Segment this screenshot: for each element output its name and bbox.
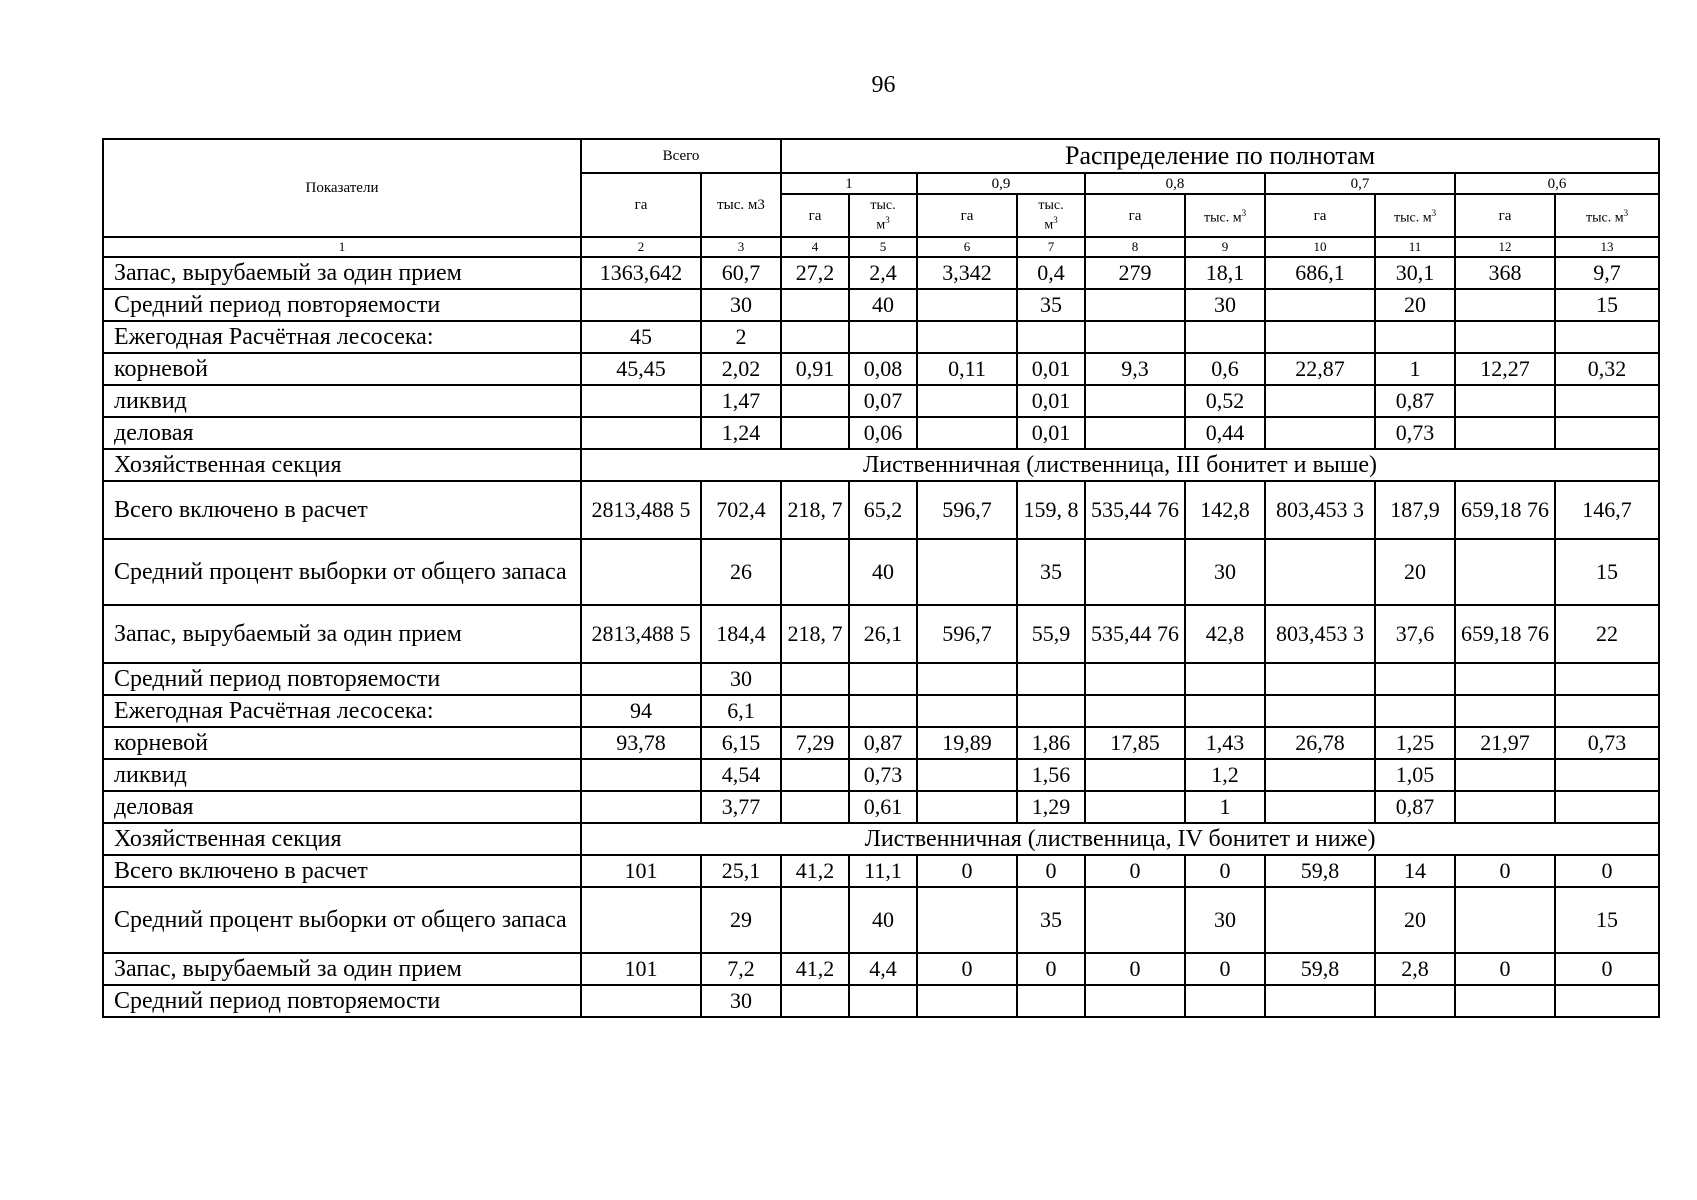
table-cell: 803,453 3 (1265, 481, 1375, 539)
table-cell (1455, 539, 1555, 605)
table-cell (1185, 663, 1265, 695)
table-cell (1265, 791, 1375, 823)
table-cell (581, 289, 701, 321)
header-density-09: 0,9 (917, 173, 1085, 194)
table-cell: 1 (1375, 353, 1455, 385)
table-cell: 0,06 (849, 417, 917, 449)
header-row-1 (103, 139, 1659, 173)
table-cell (1085, 539, 1185, 605)
table-cell: 22 (1555, 605, 1659, 663)
table-cell: 1,43 (1185, 727, 1265, 759)
col-number: 13 (1555, 237, 1659, 257)
table-cell (917, 539, 1017, 605)
table-cell (1085, 663, 1185, 695)
table-cell: 37,6 (1375, 605, 1455, 663)
table-cell (1555, 759, 1659, 791)
table-cell (1265, 985, 1375, 1017)
table-cell: 101 (581, 953, 701, 985)
col-number: 1 (103, 237, 581, 257)
table-cell: 40 (849, 289, 917, 321)
table-row (103, 481, 1659, 539)
table-cell (1017, 985, 1085, 1017)
table-cell: 93,78 (581, 727, 701, 759)
row-label: корневой (103, 353, 581, 385)
table-cell (917, 289, 1017, 321)
table-cell: 368 (1455, 257, 1555, 289)
table-cell (1455, 321, 1555, 353)
header-ha-08: га (1085, 194, 1185, 237)
table-cell: 0 (917, 855, 1017, 887)
table-row (103, 695, 1659, 727)
section-value: Лиственничная (лиственница, III бонитет и выше) (581, 449, 1659, 481)
table-cell (1555, 417, 1659, 449)
table-cell (581, 985, 701, 1017)
table-cell: 0,52 (1185, 385, 1265, 417)
table-cell: 596,7 (917, 605, 1017, 663)
header-ha-06: га (1455, 194, 1555, 237)
table-cell (581, 539, 701, 605)
table-cell (1455, 289, 1555, 321)
header-m3-07: тыс. $м^3$ (1375, 194, 1455, 237)
table-cell: 0,08 (849, 353, 917, 385)
table-cell: 41,2 (781, 855, 849, 887)
row-label: Запас, вырубаемый за один прием (103, 257, 581, 289)
row-label: Ежегодная Расчётная лесосека: (103, 321, 581, 353)
col-number: 11 (1375, 237, 1455, 257)
table-row (103, 321, 1659, 353)
table-cell: 3,342 (917, 257, 1017, 289)
table-row (103, 605, 1659, 663)
table-cell (849, 695, 917, 727)
table-cell: 20 (1375, 887, 1455, 953)
row-label: Запас, вырубаемый за один прием (103, 605, 581, 663)
table-cell: 30 (1185, 887, 1265, 953)
table-cell: 3,77 (701, 791, 781, 823)
header-m3-09: тыс. $м^3$ (1017, 194, 1085, 237)
table-cell: 0,73 (849, 759, 917, 791)
table-cell: 0 (1017, 855, 1085, 887)
table-cell: 2813,488 5 (581, 605, 701, 663)
page-number: 96 (871, 72, 896, 98)
table-row (103, 887, 1659, 953)
table-cell: 30 (1185, 289, 1265, 321)
table-cell: 0,87 (1375, 385, 1455, 417)
table-cell: 15 (1555, 539, 1659, 605)
table-cell (781, 417, 849, 449)
table-cell: 40 (849, 887, 917, 953)
table-cell: 0 (1085, 953, 1185, 985)
forest-table (102, 138, 1660, 1018)
table-cell: 6,1 (701, 695, 781, 727)
table-cell: 20 (1375, 539, 1455, 605)
row-label: Средний период повторяемости (103, 985, 581, 1017)
table-cell: 18,1 (1185, 257, 1265, 289)
table-cell: 0,01 (1017, 417, 1085, 449)
table-cell: 0,32 (1555, 353, 1659, 385)
row-label: Хозяйственная секция (103, 823, 581, 855)
table-cell: 21,97 (1455, 727, 1555, 759)
table-cell: 0,44 (1185, 417, 1265, 449)
table-cell: 35 (1017, 887, 1085, 953)
table-cell: 0,87 (1375, 791, 1455, 823)
table-cell (781, 663, 849, 695)
table-cell: 0,01 (1017, 353, 1085, 385)
table-cell (1455, 663, 1555, 695)
table-cell: 1,24 (701, 417, 781, 449)
table-cell (1085, 289, 1185, 321)
table-cell (1017, 663, 1085, 695)
table-cell (1375, 985, 1455, 1017)
table-cell: 94 (581, 695, 701, 727)
table-row (103, 289, 1659, 321)
table-cell (1265, 417, 1375, 449)
header-total-m3: тыс. м3 (701, 173, 781, 237)
table-cell: 0 (1185, 855, 1265, 887)
table-row (103, 759, 1659, 791)
table-cell: 41,2 (781, 953, 849, 985)
row-label: ликвид (103, 385, 581, 417)
table-cell (1265, 759, 1375, 791)
header-total-ha: га (581, 173, 701, 237)
col-number: 2 (581, 237, 701, 257)
table-cell (849, 985, 917, 1017)
table-cell (1455, 985, 1555, 1017)
table-cell (1085, 887, 1185, 953)
table-cell (1375, 663, 1455, 695)
table-cell: 12,27 (1455, 353, 1555, 385)
row-label: Ежегодная Расчётная лесосека: (103, 695, 581, 727)
row-label: Запас, вырубаемый за один прием (103, 953, 581, 985)
table-cell: 1,86 (1017, 727, 1085, 759)
table-cell: 30 (701, 289, 781, 321)
table-cell (781, 887, 849, 953)
table-cell: 45 (581, 321, 701, 353)
section-row (103, 823, 1659, 855)
table-cell (1265, 539, 1375, 605)
table-cell: 0 (1455, 953, 1555, 985)
table-row (103, 727, 1659, 759)
table-cell: 30 (1185, 539, 1265, 605)
table-cell: 0,4 (1017, 257, 1085, 289)
table-cell: 60,7 (701, 257, 781, 289)
table-cell: 0 (1555, 855, 1659, 887)
table-cell: 0 (1555, 953, 1659, 985)
table-cell (1555, 695, 1659, 727)
table-cell: 6,15 (701, 727, 781, 759)
table-cell: 25,1 (701, 855, 781, 887)
table-cell: 0,07 (849, 385, 917, 417)
table-cell (781, 289, 849, 321)
table-cell: 26,1 (849, 605, 917, 663)
table-cell (917, 663, 1017, 695)
table-cell: 42,8 (1185, 605, 1265, 663)
table-cell (1375, 321, 1455, 353)
table-cell: 0 (1185, 953, 1265, 985)
table-cell (1265, 385, 1375, 417)
table-cell: 1,47 (701, 385, 781, 417)
table-cell (781, 321, 849, 353)
header-m3-06: тыс. $м^3$ (1555, 194, 1659, 237)
table-cell: 101 (581, 855, 701, 887)
header-density-08: 0,8 (1085, 173, 1265, 194)
table-cell (1265, 887, 1375, 953)
table-row (103, 417, 1659, 449)
table-cell (1555, 321, 1659, 353)
table-cell: 9,3 (1085, 353, 1185, 385)
table-cell: 686,1 (1265, 257, 1375, 289)
table-cell: 1,29 (1017, 791, 1085, 823)
table-cell: 142,8 (1185, 481, 1265, 539)
table-row (103, 663, 1659, 695)
table-cell: 0,11 (917, 353, 1017, 385)
table-cell (1085, 791, 1185, 823)
column-number-row (103, 237, 1659, 257)
table-cell: 15 (1555, 887, 1659, 953)
table-cell: 15 (1555, 289, 1659, 321)
table-cell: 2813,488 5 (581, 481, 701, 539)
table-cell: 0,91 (781, 353, 849, 385)
row-label: корневой (103, 727, 581, 759)
table-cell: 4,54 (701, 759, 781, 791)
header-indicators: Показатели (103, 139, 581, 237)
col-number: 4 (781, 237, 849, 257)
header-ha-1: га (781, 194, 849, 237)
table-cell: 1363,642 (581, 257, 701, 289)
table-cell (1085, 417, 1185, 449)
row-label: Средний период повторяемости (103, 663, 581, 695)
table-cell (917, 759, 1017, 791)
row-label: Средний период повторяемости (103, 289, 581, 321)
table-cell (1265, 695, 1375, 727)
table-cell: 0,73 (1555, 727, 1659, 759)
table-cell (581, 385, 701, 417)
table-cell (1085, 385, 1185, 417)
table-cell: 159, 8 (1017, 481, 1085, 539)
table-row (103, 985, 1659, 1017)
table-cell (917, 417, 1017, 449)
table-cell: 535,44 76 (1085, 481, 1185, 539)
header-ha-09: га (917, 194, 1017, 237)
table-cell (781, 695, 849, 727)
table-cell (1085, 759, 1185, 791)
table-cell: 702,4 (701, 481, 781, 539)
table-cell (1185, 321, 1265, 353)
table-cell: 279 (1085, 257, 1185, 289)
header-total: Всего (581, 139, 781, 173)
table-cell: 17,85 (1085, 727, 1185, 759)
table-cell (581, 663, 701, 695)
table-cell: 218, 7 (781, 481, 849, 539)
table-cell: 65,2 (849, 481, 917, 539)
row-label: Средний процент выборки от общего запаса (103, 539, 581, 605)
section-row (103, 449, 1659, 481)
table-cell: 0,87 (849, 727, 917, 759)
table-cell (781, 539, 849, 605)
table-cell: 19,89 (917, 727, 1017, 759)
table-cell: 218, 7 (781, 605, 849, 663)
col-number: 5 (849, 237, 917, 257)
table-cell: 55,9 (1017, 605, 1085, 663)
table-cell (1085, 985, 1185, 1017)
col-number: 8 (1085, 237, 1185, 257)
table-cell: 2,4 (849, 257, 917, 289)
table-cell: 1,56 (1017, 759, 1085, 791)
table-cell: 35 (1017, 289, 1085, 321)
table-cell: 1 (1185, 791, 1265, 823)
table-cell: 0,01 (1017, 385, 1085, 417)
table-cell (1455, 887, 1555, 953)
table-cell: 0 (1455, 855, 1555, 887)
table-cell: 7,29 (781, 727, 849, 759)
table-cell (1265, 663, 1375, 695)
table-cell (1185, 985, 1265, 1017)
row-label: Всего включено в расчет (103, 481, 581, 539)
header-density-07: 0,7 (1265, 173, 1455, 194)
table-cell: 22,87 (1265, 353, 1375, 385)
table-cell: 30 (701, 985, 781, 1017)
table-cell: 1,05 (1375, 759, 1455, 791)
table-row (103, 353, 1659, 385)
table-cell: 596,7 (917, 481, 1017, 539)
table-cell: 2,02 (701, 353, 781, 385)
col-number: 12 (1455, 237, 1555, 257)
table-cell: 0,6 (1185, 353, 1265, 385)
table-cell: 0 (1017, 953, 1085, 985)
table-cell: 659,18 76 (1455, 605, 1555, 663)
table-cell (1455, 791, 1555, 823)
row-label: Хозяйственная секция (103, 449, 581, 481)
row-label: Всего включено в расчет (103, 855, 581, 887)
table-cell (1185, 695, 1265, 727)
table-cell: 35 (1017, 539, 1085, 605)
table-cell (1017, 321, 1085, 353)
table-cell: 27,2 (781, 257, 849, 289)
header-distribution: Распределение по полнотам (781, 139, 1659, 173)
table-cell: 14 (1375, 855, 1455, 887)
table-cell: 9,7 (1555, 257, 1659, 289)
table-cell: 26 (701, 539, 781, 605)
row-label: Средний процент выборки от общего запаса (103, 887, 581, 953)
row-label: деловая (103, 417, 581, 449)
table-cell: 29 (701, 887, 781, 953)
table-cell (581, 887, 701, 953)
table-cell: 187,9 (1375, 481, 1455, 539)
table-cell: 59,8 (1265, 953, 1375, 985)
table-cell (1455, 759, 1555, 791)
table-cell: 2 (701, 321, 781, 353)
table-cell (781, 759, 849, 791)
table-cell: 40 (849, 539, 917, 605)
table-cell (1555, 663, 1659, 695)
table-cell (917, 985, 1017, 1017)
col-number: 6 (917, 237, 1017, 257)
table-row (103, 791, 1659, 823)
table-cell: 11,1 (849, 855, 917, 887)
table-cell (781, 791, 849, 823)
table-cell: 0 (1085, 855, 1185, 887)
col-number: 9 (1185, 237, 1265, 257)
header-m3-1: тыс. $м^3$ (849, 194, 917, 237)
header-m3-08: тыс. $м^3$ (1185, 194, 1265, 237)
table-cell: 7,2 (701, 953, 781, 985)
table-cell (1455, 385, 1555, 417)
col-number: 7 (1017, 237, 1085, 257)
table-cell (581, 759, 701, 791)
table-cell (849, 321, 917, 353)
table-cell: 1,2 (1185, 759, 1265, 791)
table-cell (917, 791, 1017, 823)
table-cell (1017, 695, 1085, 727)
table-row (103, 539, 1659, 605)
table-cell: 20 (1375, 289, 1455, 321)
table-cell (1265, 289, 1375, 321)
col-number: 3 (701, 237, 781, 257)
table-cell: 30 (701, 663, 781, 695)
header-density-1: 1 (781, 173, 917, 194)
table-cell (781, 385, 849, 417)
table-cell: 146,7 (1555, 481, 1659, 539)
table-cell: 0,61 (849, 791, 917, 823)
table-cell (917, 887, 1017, 953)
table-cell: 30,1 (1375, 257, 1455, 289)
table-cell: 4,4 (849, 953, 917, 985)
table-cell: 803,453 3 (1265, 605, 1375, 663)
table-cell (1555, 791, 1659, 823)
table-row (103, 855, 1659, 887)
table-cell (1455, 417, 1555, 449)
table-cell: 45,45 (581, 353, 701, 385)
table-cell (1555, 985, 1659, 1017)
table-cell (1085, 695, 1185, 727)
table-row (103, 257, 1659, 289)
table-cell (581, 417, 701, 449)
table-cell: 535,44 76 (1085, 605, 1185, 663)
table-cell (581, 791, 701, 823)
table-cell: 184,4 (701, 605, 781, 663)
table-cell (781, 985, 849, 1017)
table-row (103, 953, 1659, 985)
table-cell: 659,18 76 (1455, 481, 1555, 539)
table-cell: 0 (917, 953, 1017, 985)
table-cell (1265, 321, 1375, 353)
section-value: Лиственничная (лиственница, IV бонитет и ниже) (581, 823, 1659, 855)
table-cell (917, 695, 1017, 727)
table-cell (849, 663, 917, 695)
table-cell: 0,73 (1375, 417, 1455, 449)
col-number: 10 (1265, 237, 1375, 257)
table-cell (1455, 695, 1555, 727)
table-cell (1375, 695, 1455, 727)
table-cell: 1,25 (1375, 727, 1455, 759)
header-density-06: 0,6 (1455, 173, 1659, 194)
table-cell (917, 321, 1017, 353)
header-ha-07: га (1265, 194, 1375, 237)
table-cell (1085, 321, 1185, 353)
table-cell (917, 385, 1017, 417)
table-cell: 2,8 (1375, 953, 1455, 985)
row-label: ликвид (103, 759, 581, 791)
table-cell: 26,78 (1265, 727, 1375, 759)
row-label: деловая (103, 791, 581, 823)
table-cell: 59,8 (1265, 855, 1375, 887)
table-row (103, 385, 1659, 417)
table-cell (1555, 385, 1659, 417)
